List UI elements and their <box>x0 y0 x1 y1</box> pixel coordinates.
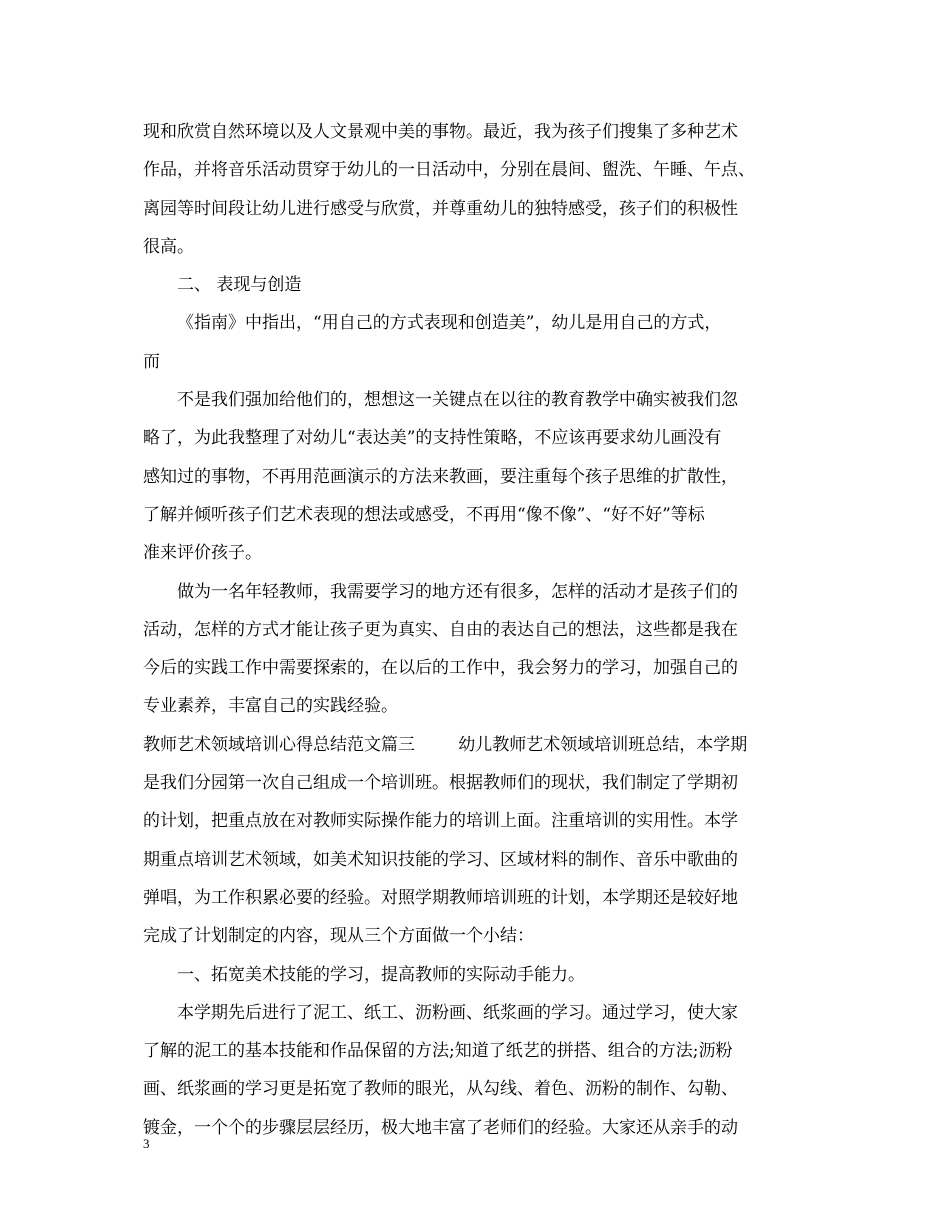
text-line-11: 了解并倾听孩子们艺术表现的想法或感受，不再用“像不像”、“好不好”等标 <box>143 504 705 525</box>
text-line-1: 现和欣赏自然环境以及人文景观中美的事物。最近，我为孩子们搜集了多种艺术 <box>143 122 738 142</box>
section-heading: 二、 表现与创造 <box>177 275 302 296</box>
subsection-heading: 一、拓宽美术技能的学习，提高教师的实际动手能力。 <box>177 964 585 985</box>
page-number: 3 <box>143 1136 150 1151</box>
text-line-22: 完成了计划制定的内容，现从三个方面做一个小结： <box>143 926 534 947</box>
text-line-10: 感知过的事物，不再用范画演示的方法来教画，要注重每个孩子思维的扩散性， <box>143 466 738 487</box>
text-line-6: 《指南》中指出，“用自己的方式表现和创造美”，幼儿是用自己的方式， <box>177 313 722 334</box>
text-line-12: 准来评价孩子。 <box>143 543 262 564</box>
text-line-2: 作品，并将音乐活动贯穿于幼儿的一日活动中，分别在晨间、盥洗、午睡、午点、 <box>143 160 755 181</box>
text-line-19: 的计划，把重点放在对教师实际操作能力的培训上面。注重培训的实用性。本学 <box>143 811 738 832</box>
article-title-line: 教师艺术领域培训心得总结范文篇三 幼儿教师艺术领域培训班总结，本学期 <box>143 734 748 755</box>
text-line-21: 弹唱，为工作积累必要的经验。对照学期教师培训班的计划，本学期还是较好地 <box>143 887 738 908</box>
text-line-14: 活动，怎样的方式才能让孩子更为真实、自由的表达自己的想法，这些都是我在 <box>143 619 738 640</box>
text-line-27: 镀金，一个个的步骤层层经历，极大地丰富了老师们的经验。大家还从亲手的动 <box>143 1117 738 1138</box>
text-line-26: 画、纸浆画的学习更是拓宽了教师的眼光，从勾线、着色、沥粉的制作、勾勒、 <box>143 1079 738 1100</box>
text-line-16: 专业素养，丰富自己的实践经验。 <box>143 696 398 717</box>
document-body <box>143 113 811 1147</box>
text-line-9: 略了，为此我整理了对幼儿“表达美”的支持性策略，不应该再要求幼儿画没有 <box>143 428 722 449</box>
text-line-24: 本学期先后进行了泥工、纸工、沥粉画、纸浆画的学习。通过学习，使大家 <box>177 1002 738 1023</box>
text-line-4: 很高。 <box>143 236 194 257</box>
text-line-7: 而 <box>143 351 160 372</box>
text-line-20: 期重点培训艺术领域，如美术知识技能的学习、区域材料的制作、音乐中歌曲的 <box>143 849 738 870</box>
text-line-8: 不是我们强加给他们的，想想这一关键点在以往的教育教学中确实被我们忽 <box>177 390 738 411</box>
text-line-25: 了解的泥工的基本技能和作品保留的方法;知道了纸艺的拼搭、组合的方法;沥粉 <box>143 1041 733 1062</box>
text-line-3: 离园等时间段让幼儿进行感受与欣赏，并尊重幼儿的独特感受，孩子们的积极性 <box>143 198 738 219</box>
text-line-15: 今后的实践工作中需要探索的，在以后的工作中，我会努力的学习，加强自己的 <box>143 658 738 679</box>
text-line-13: 做为一名年轻教师，我需要学习的地方还有很多，怎样的活动才是孩子们的 <box>177 581 738 602</box>
text-line-18: 是我们分园第一次自己组成一个培训班。根据教师们的现状，我们制定了学期初 <box>143 773 738 794</box>
